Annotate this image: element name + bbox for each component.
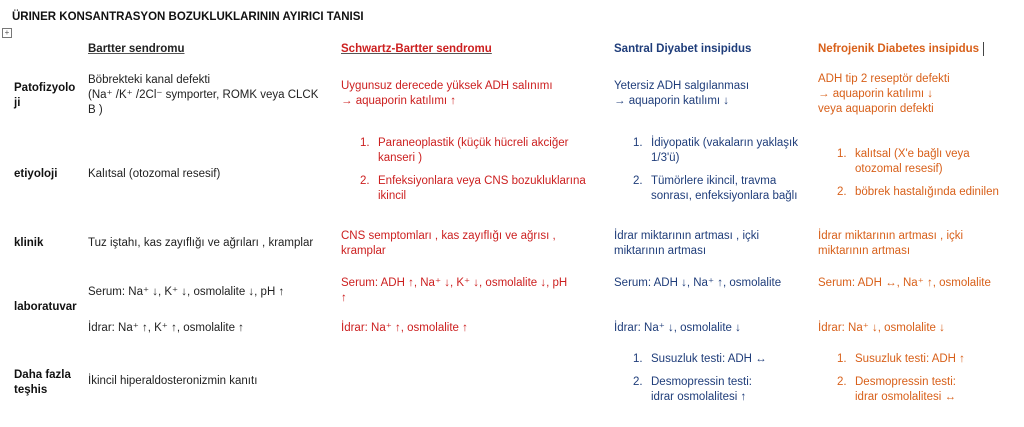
header-bartter: Bartter sendromu <box>88 43 185 55</box>
row-label-patofizyoloji: Patofizyolo ji <box>14 82 76 109</box>
nefrojenik-klinik: İdrar miktarının artması , içki miktarının artması <box>818 230 964 257</box>
schwartz-etiyoloji <box>356 136 616 212</box>
santral-klinik: İdrar miktarının artması , içki miktarının artması <box>614 230 760 257</box>
schwartz-serum: Serum: ADH ↑, Na⁺ ↓, K⁺ ↓, osmolalite ↓, pH ↑ <box>341 277 568 304</box>
bartter-patofizyoloji: Böbrekteki kanal defekti (Na⁺ /K⁺ /2Cl⁻ symporter, ROMK veya CLCK B ) <box>88 74 319 116</box>
list-item: 1. kalıtsal (X'e bağlı veya otozomal resesif) <box>837 148 970 175</box>
nefrojenik-idrar: İdrar: Na⁺ ↓, osmolalite ↓ <box>818 322 945 334</box>
text-cursor <box>983 42 984 56</box>
list-item: 1. Susuzluk testi: ADH ↔ <box>633 353 767 365</box>
list-item: 1. Susuzluk testi: ADH ↑ <box>837 353 965 365</box>
nefrojenik-teshis <box>833 352 1021 413</box>
list-item: 2. böbrek hastalığında edinilen <box>837 186 999 198</box>
schwartz-idrar: İdrar: Na⁺ ↑, osmolalite ↑ <box>341 322 468 334</box>
schwartz-patofizyoloji: Uygunsuz derecede yüksek ADH salınımı → aquaporin katılımı ↑ <box>341 80 553 107</box>
header-santral-di: Santral Diyabet insipidus <box>614 43 752 55</box>
nefrojenik-etiyoloji <box>833 147 1021 208</box>
list-item: 2. Tümörlere ikincil, travma sonrası, enfeksiyonlara bağlı <box>633 175 798 202</box>
row-label-daha-fazla-teshis: Daha fazla teşhis <box>14 369 71 396</box>
bartter-klinik: Tuz iştahı, kas zayıflığı ve ağrıları , kramplar <box>88 237 314 249</box>
page-title: ÜRINER KONSANTRASYON BOZUKLUKLARININ AYIRICI TANISI <box>12 11 364 23</box>
table-move-handle[interactable]: + <box>2 28 12 38</box>
list-item: 2. Desmopressin testi: idrar osmolalitesi ↔ <box>837 376 956 403</box>
santral-serum: Serum: ADH ↓, Na⁺ ↑, osmolalite <box>614 277 782 289</box>
header-schwartz-bartter: Schwartz-Bartter sendromu <box>341 43 492 55</box>
bartter-etiyoloji: Kalıtsal (otozomal resesif) <box>88 168 221 180</box>
row-label-etiyoloji: etiyoloji <box>14 168 58 180</box>
bartter-serum: Serum: Na⁺ ↓, K⁺ ↓, osmolalite ↓, pH ↑ <box>88 286 285 298</box>
list-item: 2. Desmopressin testi: idrar osmolalitesi ↑ <box>633 376 752 403</box>
row-label-klinik: klinik <box>14 237 44 249</box>
list-item: 1. İdiyopatik (vakaların yaklaşık 1/3'ü) <box>633 137 799 164</box>
list-item: 2. Enfeksiyonlara veya CNS bozukluklarına ikincil <box>360 175 586 202</box>
santral-etiyoloji <box>629 136 819 212</box>
bartter-idrar: İdrar: Na⁺ ↑, K⁺ ↑, osmolalite ↑ <box>88 322 244 334</box>
santral-patofizyoloji: Yetersiz ADH salgılanması → aquaporin katılımı ↓ <box>614 80 750 107</box>
nefrojenik-patofizyoloji: ADH tip 2 reseptör defekti → aquaporin katılımı ↓ veya aquaporin defekti <box>818 73 950 115</box>
nefrojenik-serum: Serum: ADH ↔, Na⁺ ↑, osmolalite <box>818 277 991 289</box>
bartter-teshis: İkincil hiperaldosteronizmin kanıtı <box>88 375 258 387</box>
row-label-laboratuvar: laboratuvar <box>14 301 77 313</box>
header-nefrojenik-di: Nefrojenik Diabetes insipidus <box>818 43 980 55</box>
santral-teshis <box>629 352 819 413</box>
schwartz-klinik: CNS semptomları , kas zayıflığı ve ağrısı , kramplar <box>341 230 556 257</box>
list-item: 1. Paraneoplastik (küçük hücreli akciğer kanseri ) <box>360 137 569 164</box>
santral-idrar: İdrar: Na⁺ ↓, osmolalite ↓ <box>614 322 741 334</box>
